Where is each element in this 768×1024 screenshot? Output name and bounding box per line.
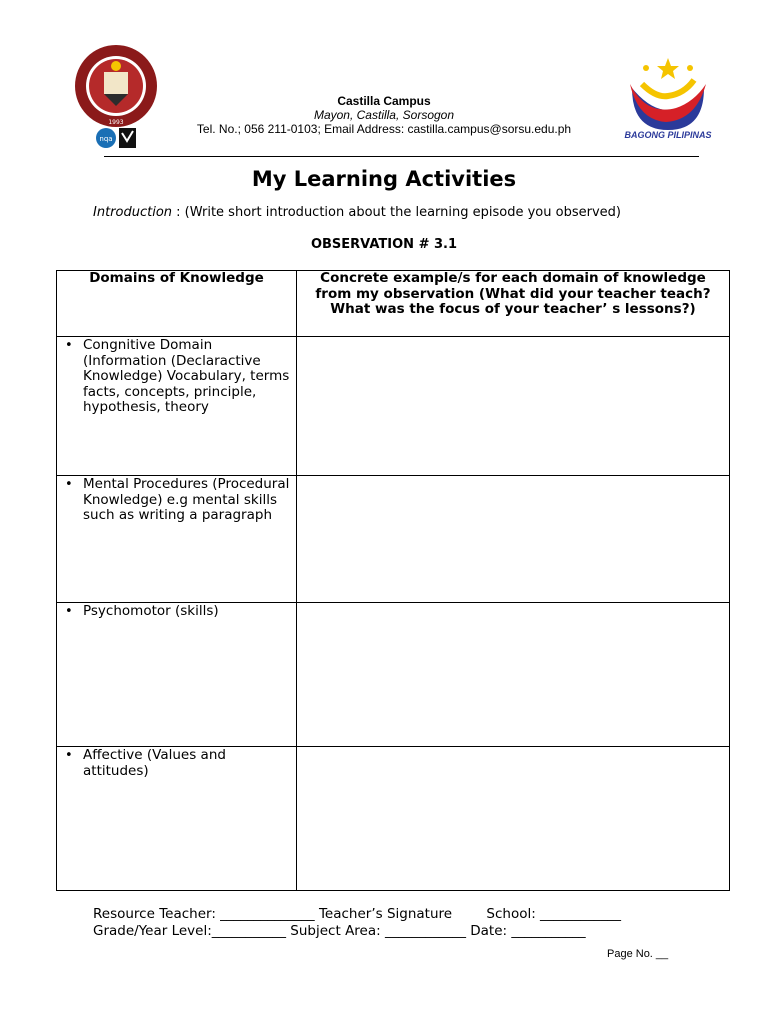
bullet-icon: •	[65, 477, 73, 492]
header-divider	[104, 156, 699, 157]
domain-cell	[57, 337, 297, 476]
example-cell[interactable]	[297, 603, 730, 747]
campus-address: Mayon, Castilla, Sorsogon	[313, 108, 455, 122]
table-row	[57, 476, 730, 603]
footer-line-2: Grade/Year Level:___________ Subject Area: ____________ Date: ___________	[93, 923, 586, 939]
bullet-icon: •	[65, 604, 73, 619]
footer-line-1: Resource Teacher: ______________ Teacher’s Signature School: ____________	[93, 906, 622, 922]
page-title: My Learning Activities	[251, 167, 517, 191]
header-examples: Concrete example/s for each domain of knowledge from my observation (What did your teacher teach? What was the focus of your teacher’ s lessons?)	[297, 271, 730, 337]
table-row	[57, 337, 730, 476]
domain-text: Congnitive Domain (Information (Declaractive Knowledge) Vocabulary, terms facts, concepts, principle, hypothesis, theory	[83, 337, 290, 415]
seal-lettering: 1993	[108, 119, 124, 126]
table-row	[57, 747, 730, 891]
domains-table	[56, 270, 730, 891]
svg-text:nqa: nqa	[99, 135, 113, 143]
bullet-icon: •	[65, 338, 73, 353]
campus-contact: Tel. No.; 056 211-0103; Email Address: castilla.campus@sorsu.edu.ph	[196, 122, 572, 136]
example-cell[interactable]	[297, 476, 730, 603]
bullet-icon: •	[65, 748, 73, 763]
bagong-pilipinas-lettering: BAGONG PILIPINAS	[624, 130, 712, 140]
bagong-pilipinas-logo	[616, 58, 720, 142]
domain-text: Mental Procedures (Procedural Knowledge) e.g mental skills such as writing a paragraph	[83, 476, 290, 523]
domain-text: Psychomotor (skills)	[83, 603, 219, 619]
domain-cell	[57, 603, 297, 747]
table-row	[57, 603, 730, 747]
observation-label: OBSERVATION # 3.1	[310, 237, 458, 252]
domain-cell	[57, 747, 297, 891]
table-header-row	[57, 271, 730, 337]
domain-cell	[57, 476, 297, 603]
introduction-line	[93, 205, 621, 220]
introduction-label: Introduction	[93, 205, 173, 220]
page-number: Page No. __	[607, 948, 669, 960]
example-cell[interactable]	[297, 337, 730, 476]
domain-text: Affective (Values and attitudes)	[83, 747, 226, 779]
campus-name: Castilla Campus	[337, 94, 431, 108]
example-cell[interactable]	[297, 747, 730, 891]
introduction-text: : (Write short introduction about the learning episode you observed)	[172, 205, 621, 220]
header-domains: Domains of Knowledge	[57, 271, 297, 337]
